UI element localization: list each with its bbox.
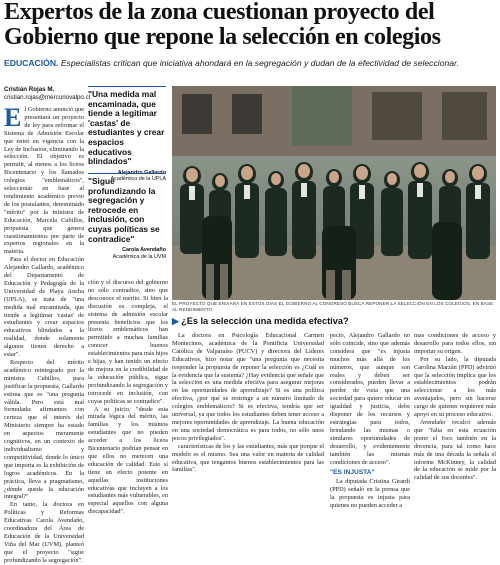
col4-paragraph: La diputada Cristina Girardi (PPD) señaló en la prensa que la propuesta es injusta para quienes no pueden acceder a (330, 478, 410, 510)
col2-paragraph: ción y el discurso del gobierno no sólo contradice, sino que desconoce el mérito. Si bien la discusión es compleja, el sistema de admisión escolar presenta beneficios que los liceos emblemáticos han permitido a muchas familias conocer buenos establecimientos para más hijos e hijas, y han tenido un efecto de mejora en la credibilidad de la educación pública, sigue profundizando la segregación y retrocede en inclusión, con cuyas políticas se contradice". (88, 279, 168, 405)
col3-paragraph: La doctora en Psicología Educacional Carmen Montecinos, académica de la Pontificia Universidad Católica de Valparaíso (PUCV) y directora del Líderes Educativos, hizo notar que "una pregunta que necesita responder la propuesta de reponer la selección es ¿Cuál es la evidencia que la sustenta? ¿Hay evidencia que señale que la selección es una medida efectiva para asegurar mejoras en las oportunidades de aprendizaje? Si es una política efectiva, ¿por qué se restringe a un número limitado de colegios emblemáticos? Si es efectiva, tendría que ser universal, ya que todos los estudiantes deben tener acceso a mejores oportunidades de aprendizaje. La buena educación en una sociedad democrática es para todos, no sólo unos pocos privilegiados". (172, 332, 324, 442)
arrow-icon: ▶ (172, 316, 180, 326)
col1-paragraph: En tanto, la doctora en Políticas y Reformas Educativas Carola Avendaño, coordinadora del Área de Educación de la Universidad Viña del Mar (UVM), planteó que el proyecto "sigue profundizando la segregación". (4, 501, 84, 564)
col1-paragraph: l Gobierno anunció que presentará un proyecto de ley para reformar el Sistema de Admisión Escolar que entró en vigencia con la Ley de Inclusión, eliminando la selección. El objetivo es permitir, al menos a los liceos Bicentenario y los llamados colegios "emblemáticos", seleccionar en base al rendimiento académico previo de los postulantes, denominado "mérito" por la ministra de Educación, Marcela Cubillos, propuesta que genera cuestionamientos por parte de expertos regionales en la materia. (4, 106, 84, 256)
pull-quote-text: "Sigue profundizando la segregación y retrocede en inclusión, con cuyas políticas se contradice" (88, 176, 160, 244)
col1-paragraph: Respecto del mérito académico reintegrado por la ministra Cubillos, para justificar la propuesta, Gallardo estima que es "una pregunta válida. Pero está mal formulada: afirmamos con certeza que el interés del Ministerio siempre ha estado en aspectos meramente cognitivos, en un contexto de individualismo y competitividad, donde lo único que importa es la exhibición de logros académicos. En la práctica, lleva a pragmatismo, ¿dónde queda la educación integral?" (4, 359, 84, 501)
column-1 (4, 103, 84, 564)
deck (4, 58, 496, 69)
pull-quote-1 (88, 90, 166, 183)
quote-rule (88, 173, 166, 174)
pull-quote-role: Académica de la UVM (112, 253, 166, 260)
col4-paragraph: pecto, Alejandro Gallardo no sólo coincide, sino que además considera que "es injusta muchos más allá de los números, que aunque son reales y deben ser considerados, pueden llevar a perder de vista que una sociedad para quiere educar en igualdad y justicia, debe disponer de los recursos y estrategias para todos, brindando las mismas o similares oportunidades de desarrollo, y evidentemente también las mismas condiciones de acceso". (330, 332, 410, 466)
headline-line-2: Gobierno que repone la selección en colegios (4, 24, 441, 50)
col4-subhead: "ES INJUSTA" (330, 469, 375, 477)
column-4 (330, 332, 410, 510)
pull-quote-role: Académico de la UPLA (110, 176, 166, 183)
subhead-text: ¿Es la selección una medida efectiva? (181, 316, 349, 326)
col5-paragraph: Por su lado, la diputada Carolina Marzán (PPD) advirtió que la selección implica que los establecimientos podrán seleccionar a los más aventajados, pero sin hacerse cargo de quienes requieren más apoyo en su proceso educativo. (414, 355, 496, 419)
news-photo (172, 86, 496, 300)
headline-line-1: Expertos de la zona cuestionan proyecto del (4, 0, 435, 25)
author-email: cristian.rojas@mercuriovalpo.cl (4, 94, 91, 101)
deck-text: Especialistas critican que iniciativa ahondará en la segregación y dudan de la efectividad de seleccionar. (60, 58, 459, 68)
column-2 (88, 279, 168, 516)
photo-caption: EL PROYECTO QUE ENVIARÁ EN ESTOS DÍAS EL GOBIERNO AL CONGRESO BUSCA REPONER LA SELECCIÓN EN LOS COLEGIOS, EN BASE AL RENDIMIENTO. (172, 301, 494, 312)
col1-paragraph: Para el doctor en Educación Alejandro Gallardo, académico del Departamento de Educación y Pedagogía de la Universidad de Playa Ancha (UPLA), se trata de "una medida mal encaminada, que tiende a legitimar 'castas' de estudiantes y crear espacios educativos blindados a la realidad, donde solamente algunos tienen derecho a estar". (4, 256, 84, 359)
quote-rule (88, 86, 166, 87)
column-3 (172, 332, 324, 500)
col2-paragraph: A su juicio, "desde esta mirada lógica del mérito, las familias y los mismos estudiantes que no pueden acceder a los liceos Bicentenario podrían pensar en que ellos no merecen una educación de calidad. Esto sí tiene un efecto potente en aquellas instituciones educativas que incluyen a los estudiantes más vulnerables, en especial aquellos con alguna discapacidad". (88, 405, 168, 516)
col5-paragraph: mas condiciones de acceso y desarrollo para todos ellos, sin importar su origen. (414, 332, 496, 355)
pull-quote-attribution (88, 247, 166, 260)
section-label: EDUCACIÓN. (4, 58, 59, 68)
author-name: Cristián Rojas M. (4, 86, 55, 93)
byline (4, 86, 91, 102)
drop-cap: E (4, 103, 22, 132)
pull-quote-text: "Una medida mal encaminada, que tiende a legitimar 'castas' de estudiantes y crear espacios educativos blindados" (88, 89, 165, 167)
section-subhead (172, 316, 496, 327)
col3-paragraph: características de los y las estudiantes, más que porque el modelo es el mismo. Sea una valor en materia de calidad educativa, que tengamos buenos establecimientos para las familias". (172, 442, 324, 474)
headline (4, 0, 496, 50)
column-5 (414, 332, 496, 500)
col5-paragraph: Avendaño recalcó además que "falta en esta ecuación poner el foco también en la docencia, para tal como hace más de una década la señala el informe McKinney, la calidad de la educación se mide por la calidad de sus docentes". (414, 418, 496, 482)
pull-quote-2 (88, 177, 166, 260)
pull-quote-author: Carola Avendaño (122, 247, 166, 254)
